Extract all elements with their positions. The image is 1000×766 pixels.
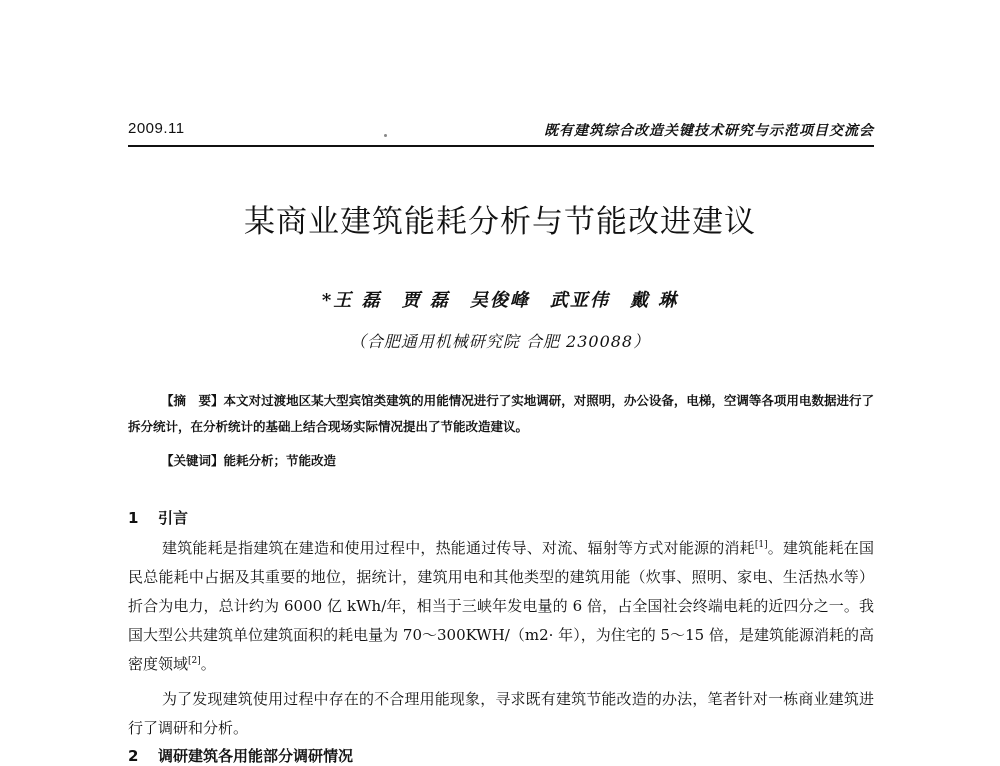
paragraph-text: 。建筑能耗在国民总能耗中占据及其重要的地位，据统计，建筑用电和其他类型的建筑用能（炊事、照明、家电、生活热水等）折合为电力，总计约为 6000 亿 kWh/年，相当于三峡年发电量的 6 倍，占全国社会终端电耗的近四分之一。我国大型公共建筑单位建筑面积的耗电量为 70～300KWH/（m2· 年），为住宅的 5～15 倍，是建筑能源消耗的高密度领域 [128,539,874,673]
body-paragraph [128,534,874,679]
author-affiliation: （合肥通用机械研究院 合肥 230088） [349,332,651,351]
scan-speck [384,134,387,137]
section-title: 引言 [158,509,189,527]
section-number: 2 [128,747,139,765]
abstract [128,388,874,440]
abstract-text: 本文对过渡地区某大型宾馆类建筑的用能情况进行了实地调研，对照明，办公设备，电梯，空调等各项用电数据进行了拆分统计，在分析统计的基础上结合现场实际情况提出了节能改造建议。 [128,393,874,434]
paragraph-text: 。 [200,655,216,673]
abstract-label: 【摘 要】 [161,393,224,408]
header-date: 2009.11 [128,120,185,137]
keywords-label: 【关键词】 [161,453,224,468]
paragraph-text: 建筑能耗是指建筑在建造和使用过程中，热能通过传导、对流、辐射等方式对能源的消耗 [162,539,755,557]
keywords-text: 能耗分析；节能改造 [223,453,337,468]
header-conference-name: 既有建筑综合改造关键技术研究与示范项目交流会 [544,123,874,139]
header-rule [128,145,874,147]
keywords [161,451,336,469]
body-paragraph: 为了发现建筑使用过程中存在的不合理用能现象，寻求既有建筑节能改造的办法，笔者针对一栋商业建筑进行了调研和分析。 [128,690,874,737]
section-heading-introduction [128,507,188,528]
section-heading-survey [128,745,353,766]
paper-title: 某商业建筑能耗分析与节能改进建议 [244,204,756,240]
running-header [128,120,874,148]
citation-ref: [2] [188,656,201,666]
citation-ref: [1] [754,540,768,550]
section-number: 1 [128,509,139,527]
author-list: *王 磊 贾 磊 吴俊峰 武亚伟 戴 琳 [321,290,679,311]
section-title: 调研建筑各用能部分调研情况 [158,747,354,765]
